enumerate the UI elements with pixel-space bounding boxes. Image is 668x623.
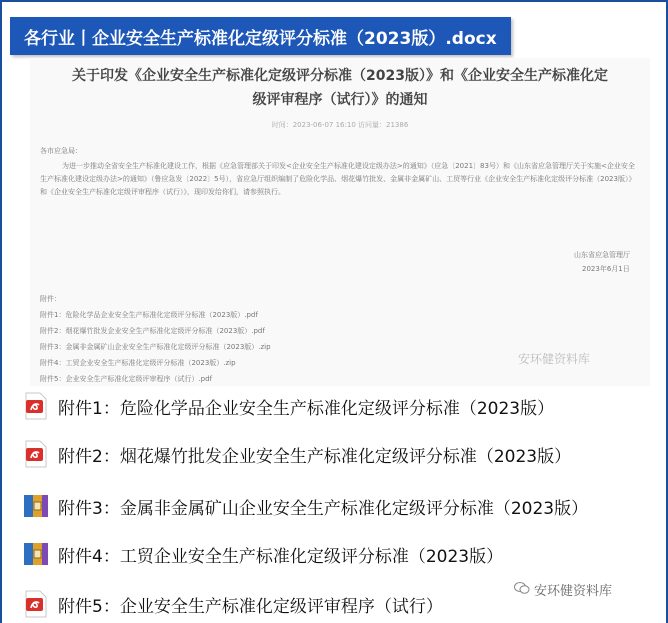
notice-title-line2: 级评审程序（试行）》的通知 bbox=[252, 92, 428, 108]
notice-body: 为进一步推动全省安全生产标准化建设工作，根据《应急管理部关于印发<企业安全生产标准化建设定级办法>的通知》（应急〔2021〕83号）和《山东省应急管理厅关于实施<企业安全生产标准化建设定级办法>的通知》（鲁应急发〔2022〕5号），省应急厅组织编制了危险化学品、烟花爆竹批发、金属非金属矿山、工贸等行业《企业安全生产标准化定级评分标准（2023版）》和《企业安全生产标准化定级评审程序（试行）》，现印发给你们，请参照执行。 bbox=[40, 162, 636, 196]
attachment-label: 附件5：企业安全生产标准化定级评审程序（试行） bbox=[58, 596, 443, 617]
attachment-label: 附件3：金属非金属矿山企业安全生产标准化定级评分标准（2023版） bbox=[58, 498, 589, 519]
notice-attachment-link[interactable]: 附件2：烟花爆竹批发企业安全生产标准化定级评分标准（2023版）.pdf bbox=[40, 327, 265, 335]
watermark: 安环健资料库 bbox=[518, 352, 591, 366]
notice-attachment-link[interactable]: 附件3：金属非金属矿山企业安全生产标准化定级评分标准（2023版）.zip bbox=[40, 343, 271, 351]
wechat-icon bbox=[514, 581, 530, 599]
attachment-item[interactable] bbox=[22, 588, 443, 620]
pdf-icon bbox=[22, 440, 50, 468]
notice-title bbox=[30, 64, 650, 112]
zip-archive-icon bbox=[22, 540, 50, 568]
attachment-label: 附件1：危险化学品企业安全生产标准化定级评分标准（2023版） bbox=[58, 398, 555, 419]
attachment-item[interactable] bbox=[22, 390, 554, 422]
document-screenshot bbox=[30, 58, 650, 386]
left-border bbox=[0, 0, 2, 623]
wechat-watermark bbox=[514, 580, 612, 599]
notice-attachments-label: 附件： bbox=[40, 295, 61, 303]
attachment-item[interactable] bbox=[22, 438, 571, 470]
file-title-banner[interactable]: 各行业丨企业安全生产标准化定级评分标准（2023版）.docx bbox=[10, 17, 511, 55]
notice-attachment-link[interactable]: 附件5：企业安全生产标准化定级评审程序（试行）.pdf bbox=[40, 375, 213, 383]
notice-meta: 时间：2023-06-07 16:10 访问量：21386 bbox=[271, 121, 409, 129]
notice-title-line1: 关于印发《企业安全生产标准化定级评分标准（2023版）》和《企业安全生产标准化定 bbox=[72, 68, 608, 84]
attachment-label: 附件4：工贸企业安全生产标准化定级评分标准（2023版） bbox=[58, 546, 504, 567]
notice-salutation: 各市应急局： bbox=[40, 147, 82, 155]
notice-attachment-link[interactable]: 附件1：危险化学品企业安全生产标准化定级评分标准（2023版）.pdf bbox=[40, 311, 258, 319]
attachment-item[interactable] bbox=[22, 490, 588, 522]
attachment-label: 附件2：烟花爆竹批发企业安全生产标准化定级评分标准（2023版） bbox=[58, 446, 572, 467]
notice-signature-org: 山东省应急管理厅 bbox=[574, 251, 630, 259]
wechat-account-name: 安环健资料库 bbox=[534, 584, 613, 599]
zip-archive-icon bbox=[22, 492, 50, 520]
notice-attachment-link[interactable]: 附件4：工贸企业安全生产标准化定级评分标准（2023版）.zip bbox=[40, 359, 236, 367]
attachment-item[interactable] bbox=[22, 538, 503, 570]
notice-signature-date: 2023年6月1日 bbox=[582, 265, 630, 273]
pdf-icon bbox=[22, 392, 50, 420]
pdf-icon bbox=[22, 590, 50, 618]
